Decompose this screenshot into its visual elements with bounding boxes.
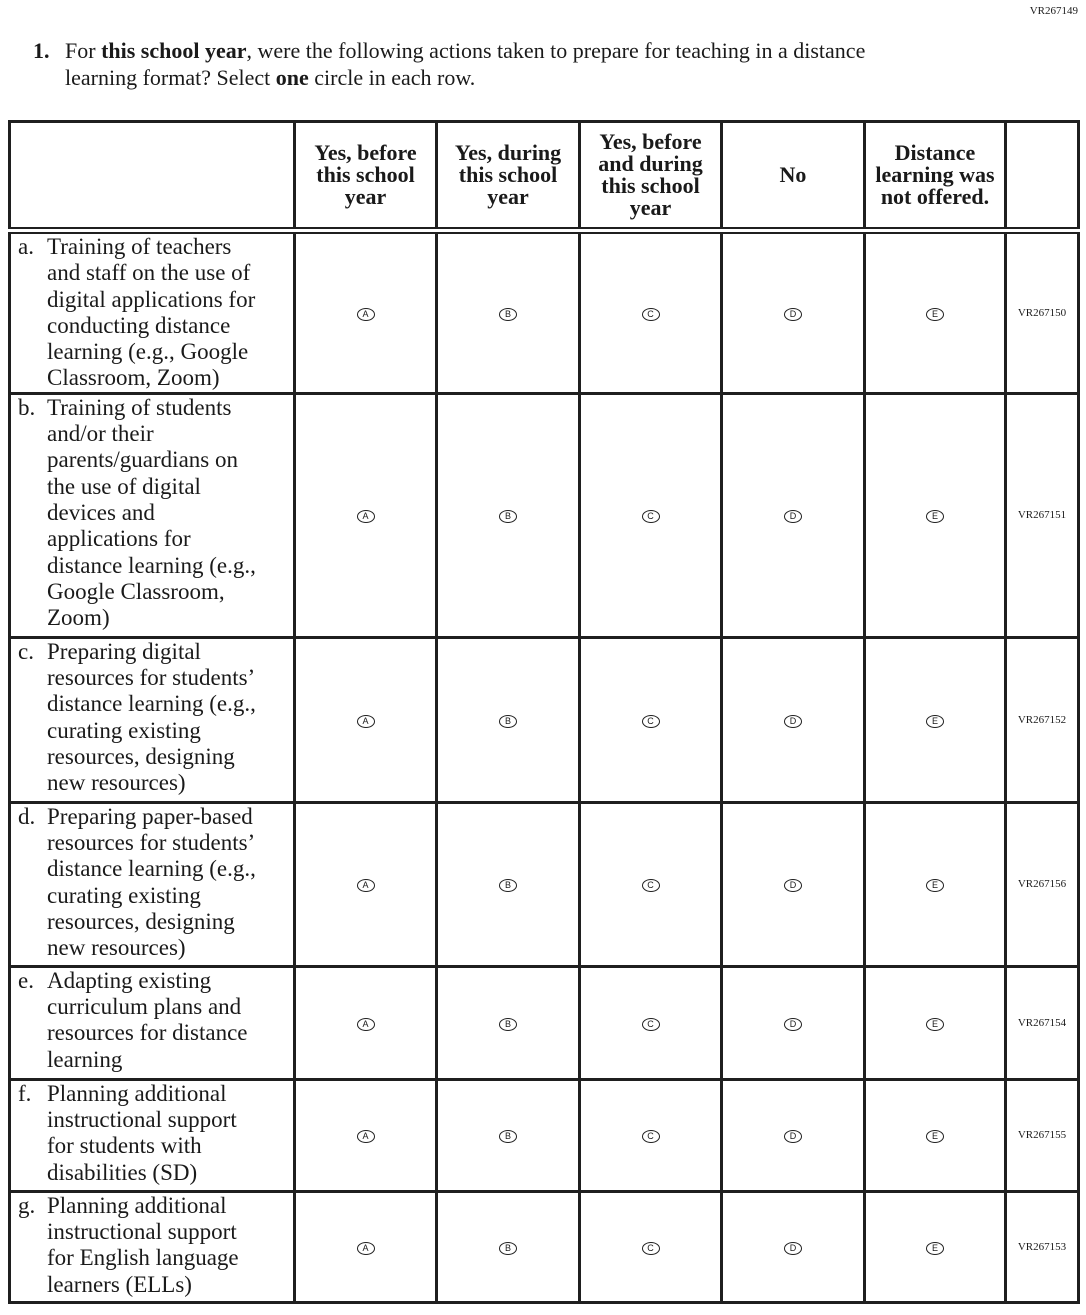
radio-bubble-b[interactable]: B (499, 1242, 517, 1255)
option-cell (865, 393, 1006, 637)
item-text: Training of teachers and staff on the use of digital applications for conducting distance learning (e.g., Google Classroom, Zoom) (47, 234, 256, 391)
option-cell (722, 1079, 865, 1191)
column-header-label: Yes, before and during this school year (598, 129, 703, 220)
option-cell (580, 231, 722, 394)
option-cell (437, 231, 580, 394)
table-row (10, 966, 1079, 1079)
table-row (10, 637, 1079, 802)
column-header-label: No (779, 162, 807, 187)
option-cell (722, 1191, 865, 1302)
radio-bubble-d[interactable]: D (784, 1018, 802, 1031)
item-label: g. (18, 1192, 36, 1218)
radio-bubble-d[interactable]: D (784, 510, 802, 523)
table-row (10, 231, 1079, 394)
column-header-label: Distance learning was not offered. (875, 140, 995, 209)
table-row (10, 393, 1079, 637)
item-code: VR267155 (1006, 1079, 1079, 1191)
radio-bubble-e[interactable]: E (926, 879, 944, 892)
item-code: VR267154 (1006, 966, 1079, 1079)
item-label: f. (18, 1080, 32, 1106)
radio-bubble-b[interactable]: B (499, 1130, 517, 1143)
option-cell (865, 1191, 1006, 1302)
radio-bubble-c[interactable]: C (642, 1242, 660, 1255)
radio-bubble-d[interactable]: D (784, 715, 802, 728)
column-header (580, 122, 722, 231)
option-cell (295, 1079, 437, 1191)
header-row (10, 122, 1079, 231)
item-label: d. (18, 803, 36, 829)
item-code: VR267153 (1006, 1191, 1079, 1302)
option-cell (437, 802, 580, 966)
item-text: Planning additional instructional support for English language learners (ELLs) (47, 1192, 239, 1297)
radio-bubble-b[interactable]: B (499, 715, 517, 728)
option-cell (580, 1079, 722, 1191)
option-cell (580, 393, 722, 637)
item-code: VR267156 (1006, 802, 1079, 966)
header-code-blank (1006, 122, 1079, 231)
column-header-label: Yes, during this school year (454, 140, 562, 209)
question-text-part: , were the following actions taken to prepare for teaching in a distance learning format? Select (65, 38, 866, 90)
item-text: Preparing digital resources for students’ distance learning (e.g., curating existing resources, designing new resources) (47, 638, 256, 796)
response-grid (8, 120, 1080, 1304)
header-blank (10, 122, 295, 231)
item-code: VR267150 (1006, 231, 1079, 394)
radio-bubble-b[interactable]: B (499, 308, 517, 321)
option-cell (722, 966, 865, 1079)
column-header (295, 122, 437, 231)
item-label: c. (18, 638, 34, 664)
question-text-part: For (65, 38, 102, 63)
column-header-label: Yes, before this school year (314, 140, 417, 209)
option-cell (865, 637, 1006, 802)
radio-bubble-e[interactable]: E (926, 510, 944, 523)
item-cell (10, 393, 295, 637)
option-cell (722, 231, 865, 394)
radio-bubble-a[interactable]: A (357, 1130, 375, 1143)
option-cell (865, 231, 1006, 394)
radio-bubble-c[interactable]: C (642, 879, 660, 892)
radio-bubble-b[interactable]: B (499, 879, 517, 892)
page-id: VR267149 (1029, 5, 1078, 17)
radio-bubble-c[interactable]: C (642, 1130, 660, 1143)
radio-bubble-d[interactable]: D (784, 1130, 802, 1143)
item-cell (10, 1191, 295, 1302)
radio-bubble-c[interactable]: C (642, 308, 660, 321)
column-header (437, 122, 580, 231)
item-label: e. (18, 967, 34, 993)
option-cell (580, 966, 722, 1079)
radio-bubble-e[interactable]: E (926, 1130, 944, 1143)
option-cell (722, 802, 865, 966)
option-cell (295, 637, 437, 802)
option-cell (722, 393, 865, 637)
radio-bubble-a[interactable]: A (357, 879, 375, 892)
radio-bubble-b[interactable]: B (499, 510, 517, 523)
option-cell (437, 1079, 580, 1191)
option-cell (295, 1191, 437, 1302)
radio-bubble-a[interactable]: A (357, 1018, 375, 1031)
radio-bubble-e[interactable]: E (926, 1242, 944, 1255)
option-cell (865, 1079, 1006, 1191)
radio-bubble-d[interactable]: D (784, 879, 802, 892)
column-header (865, 122, 1006, 231)
option-cell (580, 637, 722, 802)
item-text: Preparing paper-based resources for students’ distance learning (e.g., curating existing resources, designing new resources) (47, 803, 256, 961)
option-cell (437, 1191, 580, 1302)
option-cell (580, 1191, 722, 1302)
radio-bubble-e[interactable]: E (926, 715, 944, 728)
question-emphasis: one (275, 65, 309, 90)
table-row (10, 1079, 1079, 1191)
option-cell (722, 637, 865, 802)
item-cell (10, 1079, 295, 1191)
item-label: a. (18, 234, 34, 259)
item-label: b. (18, 394, 36, 420)
option-cell (295, 393, 437, 637)
radio-bubble-d[interactable]: D (784, 1242, 802, 1255)
option-cell (295, 231, 437, 394)
radio-bubble-e[interactable]: E (926, 308, 944, 321)
radio-bubble-d[interactable]: D (784, 308, 802, 321)
item-cell (10, 966, 295, 1079)
option-cell (295, 966, 437, 1079)
option-cell (437, 393, 580, 637)
option-cell (295, 802, 437, 966)
option-cell (580, 802, 722, 966)
radio-bubble-a[interactable]: A (357, 1242, 375, 1255)
option-cell (437, 637, 580, 802)
radio-bubble-c[interactable]: C (642, 715, 660, 728)
table-row (10, 802, 1079, 966)
radio-bubble-a[interactable]: A (357, 308, 375, 321)
item-cell (10, 637, 295, 802)
question-emphasis: this school year (101, 38, 247, 63)
question-text (65, 37, 925, 91)
radio-bubble-a[interactable]: A (357, 715, 375, 728)
item-text: Planning additional instructional support for students with disabilities (SD) (47, 1080, 237, 1185)
radio-bubble-c[interactable]: C (642, 1018, 660, 1031)
option-cell (437, 966, 580, 1079)
item-text: Adapting existing curriculum plans and resources for distance learning (47, 967, 248, 1072)
item-code: VR267152 (1006, 637, 1079, 802)
column-header (722, 122, 865, 231)
option-cell (865, 966, 1006, 1079)
radio-bubble-c[interactable]: C (642, 510, 660, 523)
radio-bubble-b[interactable]: B (499, 1018, 517, 1031)
item-cell (10, 802, 295, 966)
question-text-part: circle in each row. (308, 65, 476, 90)
option-cell (865, 802, 1006, 966)
item-cell (10, 231, 295, 394)
radio-bubble-e[interactable]: E (926, 1018, 944, 1031)
radio-bubble-a[interactable]: A (357, 510, 375, 523)
item-code: VR267151 (1006, 393, 1079, 637)
table-row (10, 1191, 1079, 1302)
question-number: 1. (33, 38, 50, 63)
item-text: Training of students and/or their parents/guardians on the use of digital devices and applications for distance learning (e.g., Google Classroom, Zoom) (47, 394, 256, 631)
